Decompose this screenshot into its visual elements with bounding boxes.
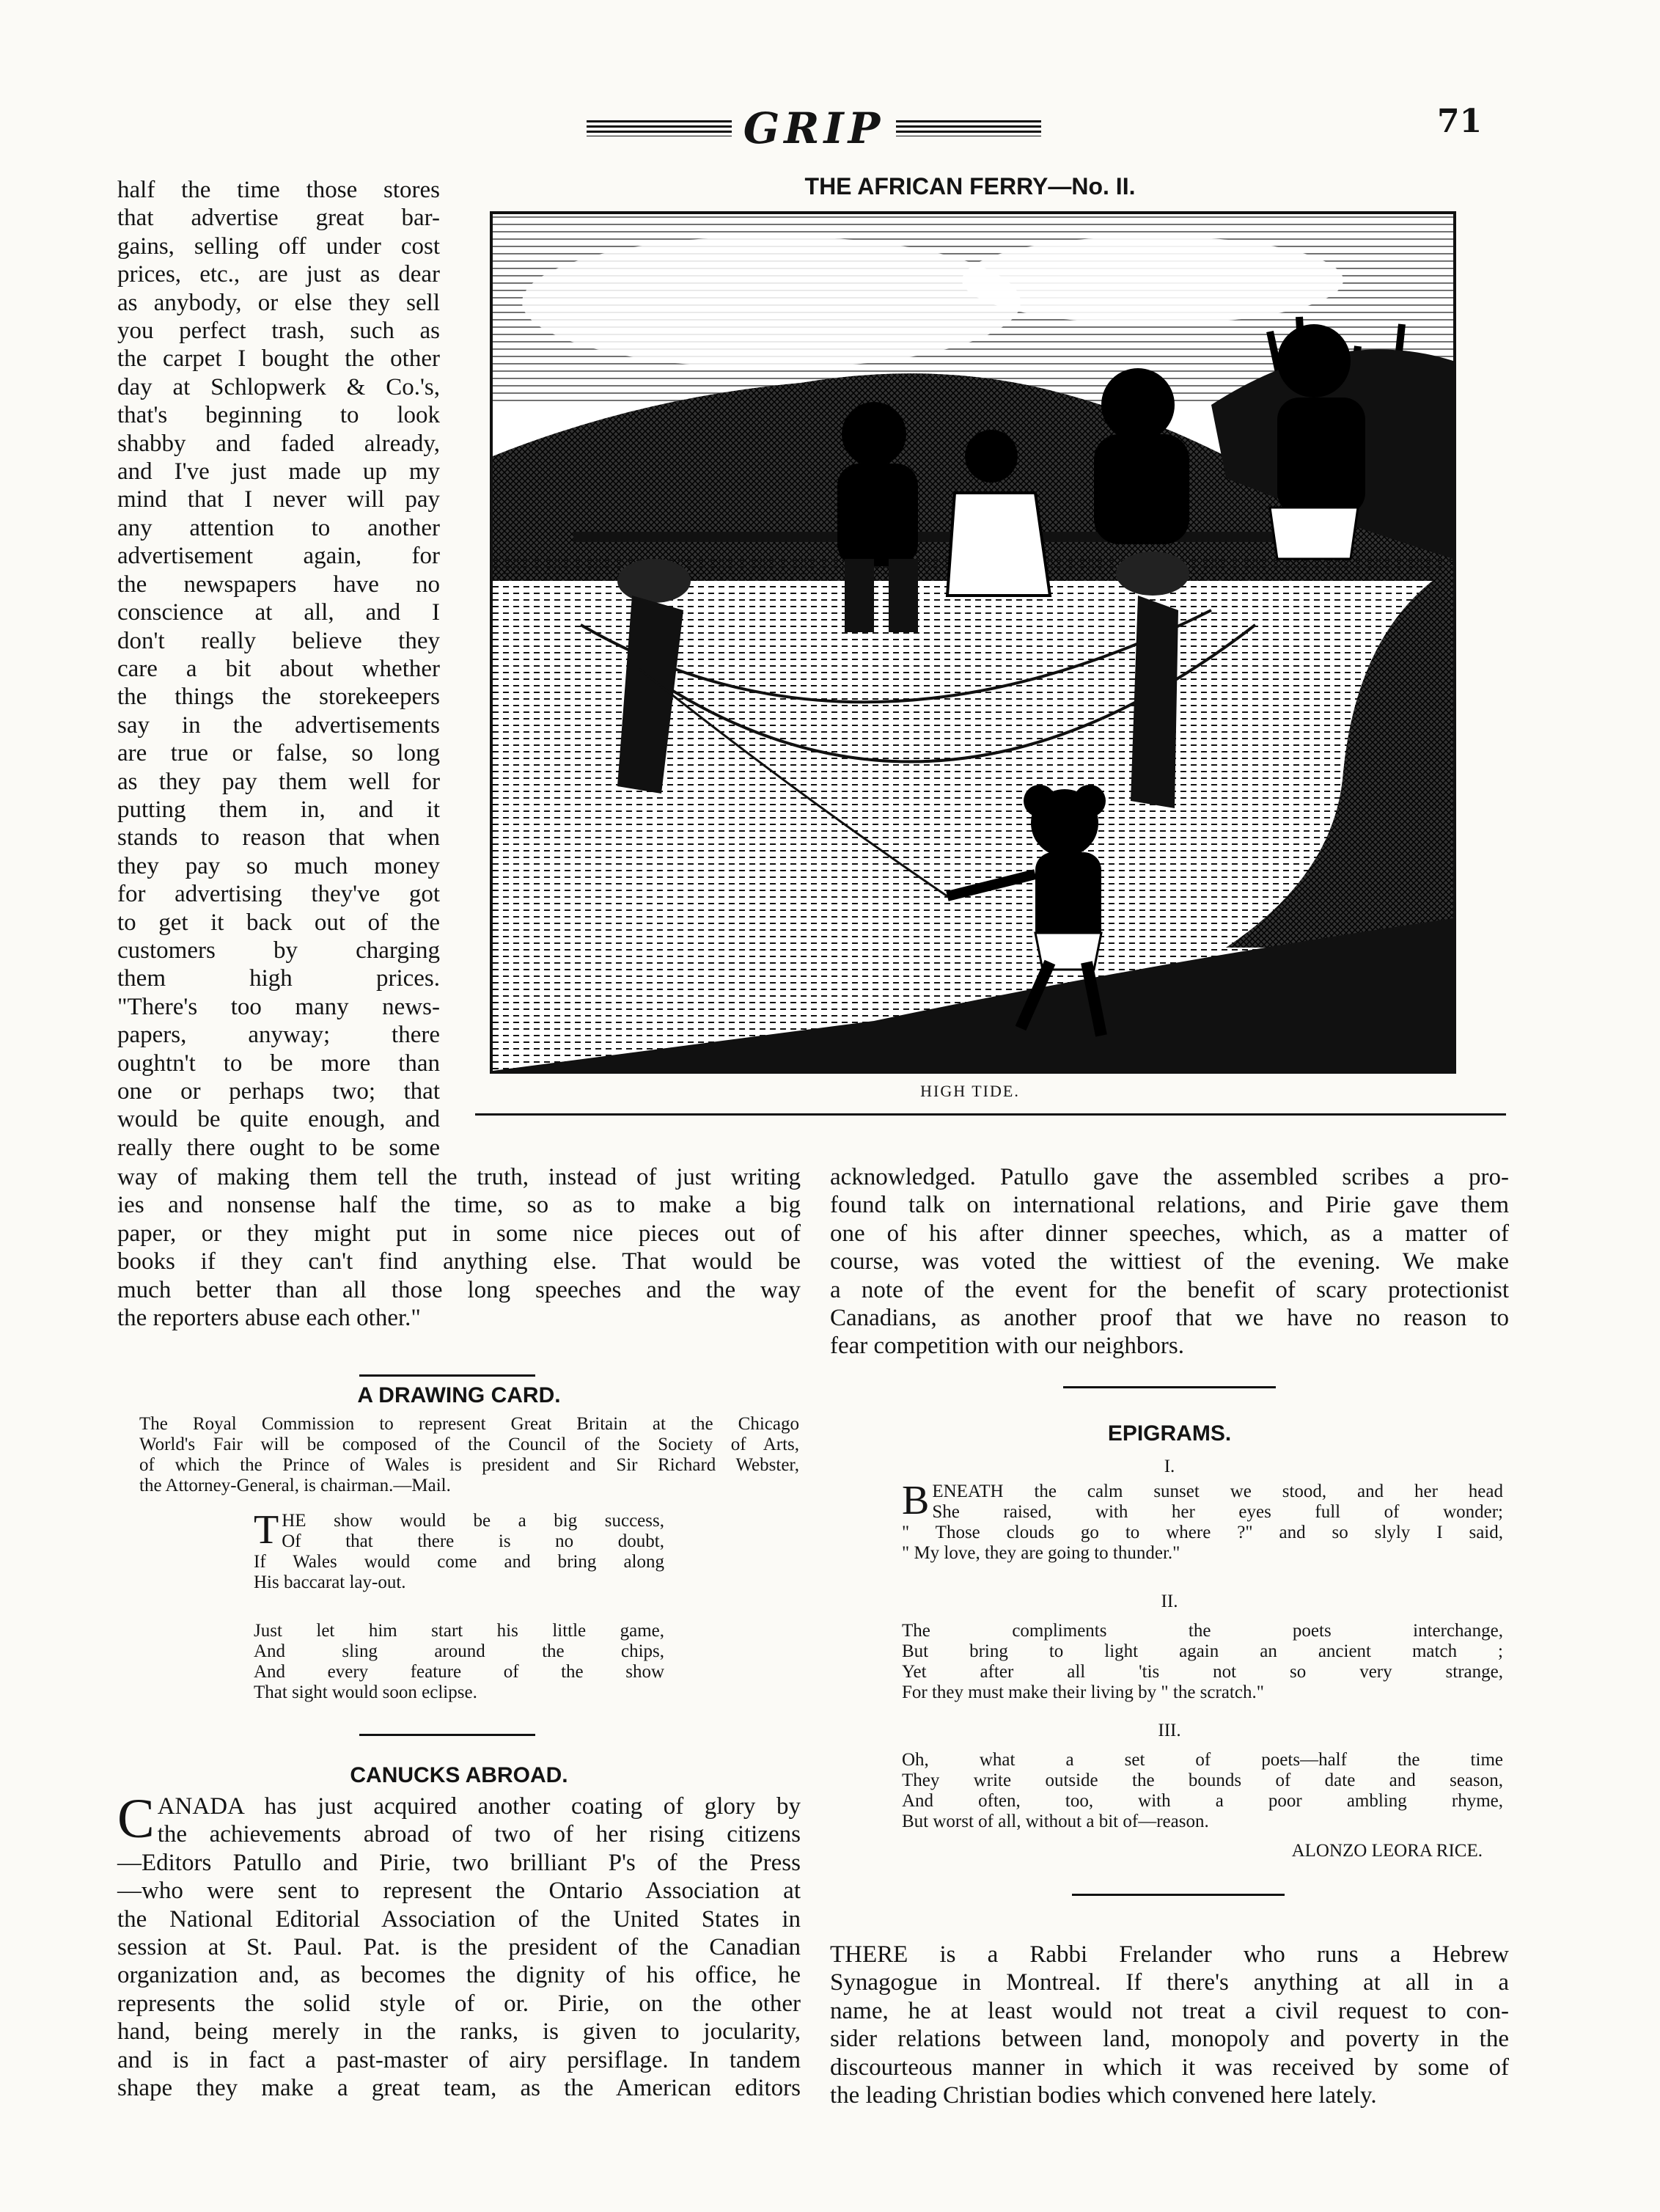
text-line: Canadians, as another proof that we have no reason to <box>830 1305 1509 1332</box>
text-line: mind that I never will pay <box>117 486 440 513</box>
text-line: " My love, they are going to thunder." <box>902 1543 1180 1563</box>
text-line: And every feature of the show <box>254 1662 664 1682</box>
text-line: THERE is a Rabbi Frelander who runs a Hebrew <box>830 1941 1509 1968</box>
masthead <box>587 103 1041 154</box>
text-line: of which the Prince of Wales is president and Sir Richard Webster, <box>139 1455 799 1475</box>
text-line: would be quite enough, and <box>117 1106 440 1133</box>
text-line: Yet after all 'tis not so very strange, <box>902 1662 1503 1682</box>
text-line: one of his after dinner speeches, which, as a matter of <box>830 1220 1509 1247</box>
text-line: Just let him start his little game, <box>254 1621 664 1641</box>
epigram-3 <box>902 1750 1503 1832</box>
text-line: The Royal Commission to represent Great Britain at the Chicago <box>139 1414 799 1434</box>
text-line: one or perhaps two; that <box>117 1078 440 1105</box>
text-line: hand, being merely in the ranks, is given to jocularity, <box>117 2018 801 2046</box>
text-line: shabby and faded already, <box>117 430 440 457</box>
text-line: Oh, what a set of poets—half the time <box>902 1750 1503 1770</box>
epigram-author: ALONZO LEORA RICE. <box>1291 1841 1483 1861</box>
illustration-african-ferry <box>490 211 1456 1074</box>
drawing-card-stanza-2 <box>254 1621 664 1703</box>
text-line: much better than all those long speeches and the way <box>117 1276 801 1303</box>
text-line: World's Fair will be composed of the Council of the Society of Arts, <box>139 1435 799 1454</box>
text-line: way of making them tell the truth, instead of just writing <box>117 1164 801 1190</box>
text-line: the things the storekeepers <box>117 684 440 711</box>
canucks-dropcap: C <box>117 1788 155 1850</box>
text-line: as they pay them well for <box>117 768 440 795</box>
illustration-title: THE AFRICAN FERRY—No. II. <box>804 173 1136 199</box>
ferry-engraving <box>493 214 1453 1071</box>
text-line: advertisement again, for <box>117 543 440 570</box>
section-divider <box>359 1734 535 1736</box>
text-line: His baccarat lay-out. <box>254 1572 406 1592</box>
text-line: say in the advertisements <box>117 711 440 739</box>
text-line: oughtn't to be more than <box>117 1050 440 1077</box>
text-line: shape they make a great team, as the American editors <box>117 2075 801 2102</box>
text-line: That sight would soon eclipse. <box>254 1682 477 1702</box>
drawing-card-stanza-1 <box>254 1507 664 1593</box>
left-column-continuation <box>117 1163 801 1332</box>
text-line: And sling around the chips, <box>254 1641 664 1661</box>
illustration-caption: HIGH TIDE. <box>920 1082 1020 1100</box>
text-line: name, he at least would not treat a civil request to con- <box>830 1997 1509 2024</box>
page-number: 71 <box>1437 103 1483 140</box>
text-line: found talk on international relations, and Pirie gave them <box>830 1192 1509 1219</box>
text-line: books if they can't find anything else. That would be <box>117 1248 801 1275</box>
epigram-number-3: III. <box>1158 1721 1181 1740</box>
text-line: "There's too many news- <box>117 993 440 1020</box>
text-line: care a bit about whether <box>117 655 440 682</box>
text-line: a note of the event for the benefit of scary protectionist <box>830 1276 1509 1303</box>
drawing-card-intro <box>139 1414 799 1496</box>
text-line: represents the solid style of or. Pirie, on the other <box>117 1990 801 2017</box>
text-line: half the time those stores <box>117 177 440 203</box>
text-line: the newspapers have no <box>117 571 440 598</box>
text-line: day at Schlopwerk & Co.'s, <box>117 373 440 400</box>
text-line: the leading Christian bodies which convened here lately. <box>830 2082 1377 2109</box>
epigram-1 <box>902 1478 1503 1564</box>
epigram-number-2: II. <box>1161 1592 1178 1611</box>
masthead-rule-right <box>896 120 1041 136</box>
epigram-number-1: I. <box>1164 1457 1175 1476</box>
text-line: Synagogue in Montreal. If there's anything at all in a <box>830 1969 1509 1996</box>
right-column-text <box>830 1163 1509 1360</box>
text-line: And often, too, with a poor ambling rhyme, <box>902 1791 1503 1811</box>
section-divider <box>1063 1386 1276 1388</box>
text-line: you perfect trash, such as <box>117 318 440 345</box>
text-line: and is in fact a past-master of airy persiflage. In tandem <box>117 2046 801 2073</box>
text-line: don't really believe they <box>117 627 440 654</box>
text-line: " Those clouds go to where ?" and so slyly I said, <box>902 1523 1503 1542</box>
text-line: to get it back out of the <box>117 909 440 936</box>
epigram-2 <box>902 1621 1503 1703</box>
text-line: ies and nonsense half the time, so as to make a big <box>117 1192 801 1219</box>
text-line: the reporters abuse each other." <box>117 1305 421 1332</box>
text-line: For they must make their living by " the scratch." <box>902 1682 1264 1702</box>
rabbi-paragraph <box>830 1941 1509 2109</box>
text-line: gains, selling off under cost <box>117 232 440 260</box>
text-line: papers, anyway; there <box>117 1022 440 1049</box>
text-line: stands to reason that when <box>117 824 440 852</box>
text-line: session at St. Paul. Pat. is the president of the Canadian <box>117 1934 801 1961</box>
text-line: customers by charging <box>117 937 440 964</box>
masthead-title: GRIP <box>743 103 885 153</box>
text-line: the achievements abroad of two of her rising citizens <box>157 1821 801 1848</box>
text-line: the National Editorial Association of the United States in <box>117 1905 801 1933</box>
text-line: She raised, with her eyes full of wonder; <box>932 1502 1503 1522</box>
text-line: and I've just made up my <box>117 458 440 486</box>
section-divider <box>1072 1894 1285 1896</box>
text-line: as anybody, or else they sell <box>117 289 440 316</box>
text-line: fear competition with our neighbors. <box>830 1333 1184 1360</box>
text-line: —who were sent to represent the Ontario Association at <box>117 1878 801 1905</box>
text-line: paper, or they might put in some nice pieces out of <box>117 1220 801 1247</box>
text-line: But worst of all, without a bit of—reason. <box>902 1812 1209 1831</box>
text-line: The compliments the poets interchange, <box>902 1621 1503 1641</box>
left-column-text <box>117 176 440 1162</box>
text-line: HE show would be a big success, <box>282 1511 664 1531</box>
text-line: are true or false, so long <box>117 740 440 767</box>
text-line: them high prices. <box>117 965 440 992</box>
canucks-text <box>117 1788 801 2102</box>
text-line: —Editors Patullo and Pirie, two brilliant P's of the Press <box>117 1849 801 1876</box>
text-line: any attention to another <box>117 514 440 541</box>
text-line: the Attorney-General, is chairman.—Mail. <box>139 1476 451 1495</box>
text-line: prices, etc., are just as dear <box>117 261 440 288</box>
text-line: for advertising they've got <box>117 881 440 908</box>
epigrams-heading: EPIGRAMS. <box>1107 1421 1232 1446</box>
text-line: really there ought to be some <box>117 1134 440 1161</box>
illustration-rule <box>475 1113 1506 1116</box>
text-line: course, was voted the wittiest of the evening. We make <box>830 1248 1509 1275</box>
text-line: they pay so much money <box>117 852 440 879</box>
drawing-card-heading: A DRAWING CARD. <box>357 1383 561 1407</box>
text-line: Of that there is no doubt, <box>282 1531 664 1551</box>
text-line: acknowledged. Patullo gave the assembled scribes a pro- <box>830 1164 1509 1190</box>
text-line: sider relations between land, monopoly and poverty in the <box>830 2026 1509 2053</box>
text-line: that advertise great bar- <box>117 205 440 232</box>
text-line: the carpet I bought the other <box>117 345 440 373</box>
text-line: conscience at all, and I <box>117 599 440 626</box>
text-line: If Wales would come and bring along <box>254 1552 664 1572</box>
text-line: organization and, as becomes the dignity of his office, he <box>117 1962 801 1989</box>
text-line: putting them in, and it <box>117 796 440 823</box>
text-line: that's beginning to look <box>117 402 440 429</box>
text-line: They write outside the bounds of date and season, <box>902 1770 1503 1790</box>
epigram-dropcap: B <box>902 1478 930 1523</box>
drawing-card-dropcap: T <box>254 1507 279 1553</box>
canucks-heading: CANUCKS ABROAD. <box>350 1763 568 1787</box>
text-line: ENEATH the calm sunset we stood, and her head <box>932 1482 1503 1501</box>
masthead-rule-left <box>587 120 732 136</box>
text-line: ANADA has just acquired another coating of glory by <box>157 1793 801 1820</box>
text-line: discourteous manner in which it was received by some of <box>830 2054 1509 2081</box>
section-divider <box>359 1374 535 1377</box>
text-line: But bring to light again an ancient match ; <box>902 1641 1503 1661</box>
